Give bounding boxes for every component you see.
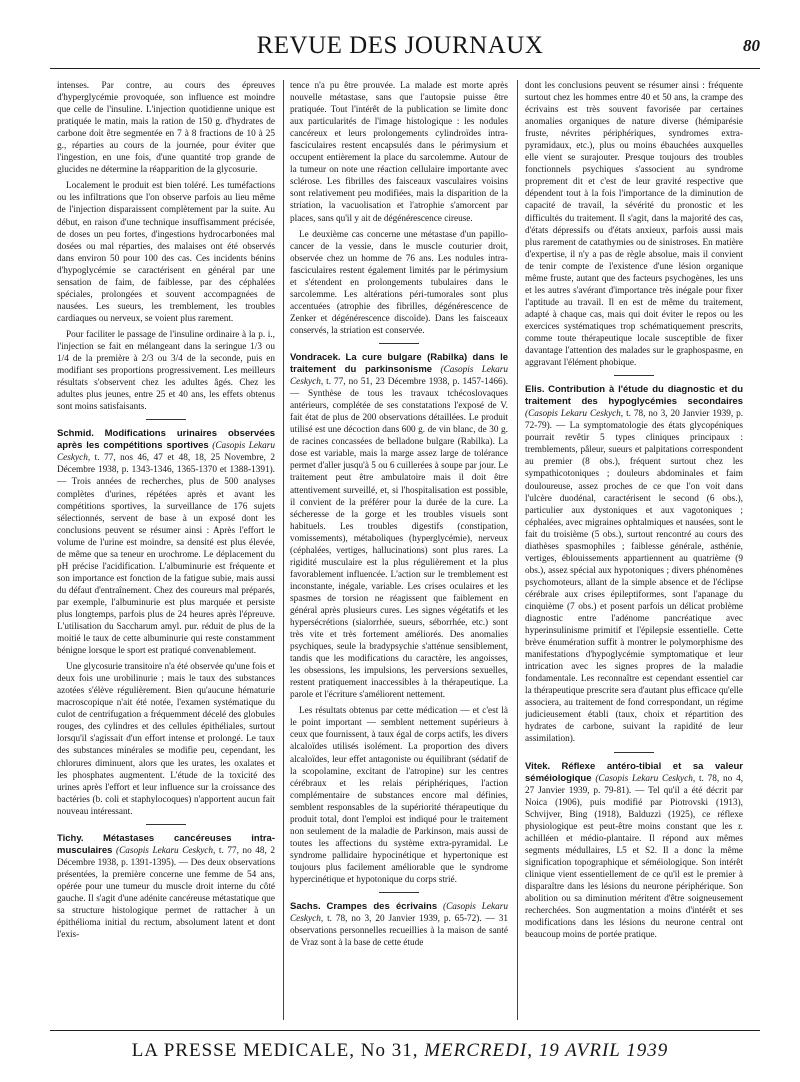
article-title: Modifications urinaires observées après les compétitions sportives	[57, 428, 275, 452]
paragraph: intenses. Par contre, au cours des épreuves d'hyperglycémie provoquée, son influence est moindre que celle de l'insuline. L'injection quotidienne unique est pratiquée le matin, mais la ration de 150 g. d'hydrates de carbone doit être segmentée en 7 à 8 fractions de 10 à 25 g., réparties au cours de la journée, pour éviter que l'ingestion, en une fois, d'une quantité trop grande de glucides ne détermine la réapparition de la glycosurie.	[57, 81, 275, 176]
article-title: Contribution à l'étude du diagnostic et du traitement des hypoglycémies secondaires	[525, 384, 743, 408]
article-reference: t. 77, no 51, 23 Décembre 1938, p. 1457-1466).	[326, 377, 508, 388]
article-vitek	[525, 761, 743, 942]
article-separator	[146, 419, 186, 420]
footer-journal: LA PRESSE MEDICALE,	[131, 1040, 355, 1061]
article-source: (Casopis Lekaru Ceskych,	[525, 409, 624, 420]
article-sachs	[290, 901, 508, 949]
article-text: — 31 observations personnelles recueillies à la maison de santé de Vraz sont à la base de cette étude	[290, 914, 508, 949]
article-reference: t. 78, no 3, 20 Janvier 1939, p. 72-79).	[525, 409, 743, 432]
journal-section-title: REVUE DES JOURNAUX	[256, 32, 544, 59]
article-author: Schmid.	[57, 428, 94, 440]
article-text: — Synthèse de tous les travaux tchécoslovaques antérieurs, complétée de ses constatations l'exposé de V. fait état de plus de 200 observations détaillées. Le produit utilisé est une décoction dans 600 g. de vin blanc, de 30 g. de racines concassées de belladone bulgare (Rabilka). La dose est variable, mais la marge assez large de tolérance permet d'aller jusqu'à 5 ou 6 cuillerées à soupe par jour. Le traitement peut être ambulatoire mais il doit être attentivement surveillé, et, si l'hospitalisation est possible, il convient de la préférer pour la durée de la cure. La sécheresse de la gorge et les troubles visuels sont habituels. Les troubles digestifs (constipation, vomissements), métaboliques (hyperglycémie), nerveux (céphalées, vertiges, hallucinations) sont plus rares. La rigidité musculaire est la plus régulièrement et la plus favorablement influencée. L'action sur le tremblement est inconstante, inégale, variable. Les crises oculaires et les spasmes de torsion ne réagissent que faiblement en général après plusieurs cures. Les signes végétatifs et les hypersécrétions (sialorrhée, sueurs, séborrhée, etc.) sont très vite et très fortement améliorés. Des anomalies psychiques, seule la bradypsychie s'atténue sensiblement, tandis que les modifications du caractère, les angoisses, les obsessions, les impulsions, les perversions sexuelles, restent pratiquement inaccessibles à la thérapeutique. La parole et l'écriture s'améliorent nettement.	[290, 389, 508, 701]
article-author: Sachs.	[290, 901, 321, 913]
article-schmid	[57, 428, 275, 657]
article-author: Elis.	[525, 384, 545, 396]
article-reference: t. 78, no 4, 27 Janvier 1939, p. 79-81).	[525, 773, 743, 796]
article-separator	[146, 824, 186, 825]
header-rule	[50, 68, 760, 69]
paragraph: Localement le produit est bien toléré. Les tuméfactions ou les infiltrations que l'on observe parfois au lieu même de l'injection disparaissent complètement par la suite. Au début, en raison d'une technique insuffisamment précisée, de doses un peu fortes, d'ingestions hydrocarbonées mal dosées ou mal réparties, des malaises ont été observés dans environ 50 pour 100 des cas. Ces incidents bénins d'hypoglycémie se caractérisent en général par une sensation de faim, de faiblesse, par des céphalées spéciales, prolongées et souvent accompagnées de nausées. Les sueurs, les tremblement, les troubles cardiaques ou nerveux, se voient plus rarement.	[57, 181, 275, 324]
footer-rule	[50, 1030, 760, 1031]
article-source: (Casopis Lekaru Ceskych,	[290, 365, 508, 388]
column-1	[57, 80, 275, 1020]
article-separator	[614, 375, 654, 376]
article-tichy	[57, 833, 275, 941]
article-reference: t. 77, nos 46, 47 et 48, 18, 25 Novembre, 2 Décembre 1938, p. 1343-1346, 1365-1370 et 1388-1391).	[57, 453, 275, 476]
paragraph: tence n'a pu être prouvée. La malade est morte après nouvelle métastase, sans que l'autopsie puisse être pratiquée. Tout l'intérêt de la publication se limite donc aux particularités de l'image histologique : les nodules cancéreux et leurs prolongements cylindroïdes intra-fasciculaires restent encapsulés dans le périmysium et occupent entièrement la place du sarcolemme. Autour de la tumeur on note une réaction cellulaire importante avec sclérose. Les fibrilles des faisceaux vasculaires voisins sont relativement peu modifiées, mais la disparition de la striation, la vacuolisation et l'atrophie s'amorcent par places, sans qu'il y ait de dégénérescence cireuse.	[290, 81, 508, 224]
article-elis	[525, 384, 743, 745]
article-source: (Casopis Lekaru Ceskych,	[290, 902, 508, 925]
article-vondracek	[290, 352, 508, 701]
article-title: La cure bulgare (Rabilka) dans le traitement du parkinsonisme	[290, 351, 508, 376]
footer-date: MERCREDI, 19 AVRIL 1939	[424, 1040, 669, 1061]
article-source: (Casopis Lekaru Ceskych,	[595, 773, 696, 784]
article-separator	[614, 752, 654, 753]
column-2	[290, 80, 508, 1020]
article-separator	[379, 343, 419, 344]
article-reference: t. 78, no 3, 20 Janvier 1939, p. 65-72).	[327, 914, 482, 925]
column-3	[525, 80, 743, 1020]
article-source: (Casopis Lekaru Ceskych,	[57, 441, 275, 464]
article-title: Réflexe antéro-tibial et sa valeur séméiologique	[525, 760, 743, 784]
page-footer	[0, 1040, 800, 1062]
article-text: — Trois années de recherches, plus de 500 analyses complètes d'urines, répétées après et avant les compétitions sportives, la surveillance de 176 sujets sélectionnés, servent de base à un exposé dont les conclusions peuvent se résumer ainsi : Après l'effort le volume de l'urine est moindre, sa densité est plus élevée, de même que sa teneur en urochrome. Le déplacement du pH précise l'acidification. L'albuminurie est fréquente et son importance est fonction de la fatigue subie, mais aussi du défaut d'entraînement. Chez des coureurs mal préparés, par exemple, l'albuminurie est plus marquée et persiste plus longtemps, parfois plus de 24 heures après l'épreuve. L'utilisation du Saccharum amyl. pur. réduit de plus de la moitié le taux de cette albuminurie qui reste constamment bénigne lorsque le sport est pratiqué convenablement.	[57, 477, 275, 657]
footer-issue: No 31,	[360, 1040, 419, 1061]
article-author: Vondracek.	[290, 351, 341, 363]
paragraph: Une glycosurie transitoire n'a été observée qu'une fois et deux fois une urobilinurie ; mais le taux des substances azotées s'élève régulièrement. Bien qu'aucune hématurie macroscopique n'ait été notée, l'examen systématique du culot de centrifugation a fréquemment décelé des globules rouges, des cylindres et des cellules épithéliales, surtout lorsqu'il s'agissait d'un effort intense et prolongé. Le taux des substances minérales se modifie peu, cependant, les chlorures diminuent, alors que les urates, les oxalates et les phosphates augmentent. L'étude de la toxicité des urines après l'effort et leur influence sur la croissance des bactéries (b. coli et staphylocoques) n'apportent aucun fait nouveau intéressant.	[57, 662, 275, 817]
article-text: — La symptomatologie des états glycopéniques pourrait revêtir 5 types cliniques principaux : tremblements, pâleur, sueurs et palpitations correspondent au premier (8 obs.), fréquent surtout chez les sympathicotoniques ; douleurs abdominales et faim douloureuse, assez proches de ce que l'on voit dans l'ulcère duodénal, caractérisent le second (6 obs.), particulier aux dystoniques et aux vagotoniques ; céphalées, avec migraines ophtalmiques et nausées, sont le fait du troisième (5 obs.), surtout rencontré au cours des diathèses spasmophiles ; faiblesse générale, asthénie, vertiges, éblouissements appartiennent au quatrième (9 obs.), assez spécial aux hypotoniques ; divers phénomènes psychomoteurs, allant de la simple absence et de l'éclipse cérébrale aux crises épileptiformes, sont l'apanage du cinquième (7 obs.) et posent parfois un délicat problème diagnostic entre l'adénome pancréatique avec hyperinsulinisme primitif et l'épilepsie essentielle. Cette brève énumération suffit à montrer le polymorphisme des manifestations d'hypoglycémie symptomatique et leur intrication avec les signes propres de la maladie fondamentale. Les reconnaître est cependant essentiel car la thérapeutique prescrite sera d'autant plus efficace qu'elle associera, au traitement de fond correspondant, un régime judicieusement établi (taux, choix et répartition des hydrates de carbone, suivant la rapidité de leur assimilation).	[525, 421, 743, 745]
paragraph: Pour faciliter le passage de l'insuline ordinaire à la p. i., l'injection se fait en mélangeant dans la seringue 1/3 ou 1/4 de la première à 2/3 ou 3/4 de la seconde, puis en modifiant ses proportions progressivement. Les meilleurs résultats s'observent chez les adultes âgés. Chez les adultes plus jeunes, entre 25 et 40 ans, les effets obtenus sont moins satisfaisants.	[57, 329, 275, 413]
article-title: Crampes des écrivains	[326, 901, 438, 913]
paragraph: Les résultats obtenus par cette médication — et c'est là le point important — semblent nettement supérieurs à ceux que fournissent, à taux égal de corps actifs, les divers alcaloïdes utilisés isolément. La proportion des divers alcaloïdes, leur effet antagoniste ou équilibrant (sédatif de la scopolamine, excitant de l'atropine) sur les centres cérébraux et les relais périphériques, l'action complémentaire de substances encore mal définies, semblent responsables de la supériorité thérapeutique du produit total, dont l'emploi est indiqué pour le traitement non seulement de la maladie de Parkinson, mais aussi de toutes les affections du système extra-pyramidal. Le syndrome pallidaire hypocinétique et hypertonique est toujours plus facilement améliorable que le syndrome hypercinétique et hypotonique du corps strié.	[290, 706, 508, 885]
column-divider	[283, 80, 284, 1020]
paragraph: Le deuxième cas concerne une métastase d'un papillo-cancer de la vessie, dans le muscle couturier droit, observée chez un homme de 76 ans. Les nodules intra-fasciculaires restent également limités par le périmysium et s'étendent en prolongements tubulaires dans le sarcolemme. Les altérations péri-tumorales sont plus accentuées (atrophie des fibrilles, dégénérescence de Zenker et dégénérescence discoïde). Dans les faisceaux conservés, la striation est conservée.	[290, 229, 508, 336]
article-author: Vitek.	[525, 760, 551, 772]
article-reference: t. 77, no 48, 2 Décembre 1938, p. 1391-1395).	[57, 845, 275, 868]
article-title: Métastases cancéreuses intra-musculaires	[57, 832, 275, 856]
column-divider	[517, 80, 518, 1020]
article-separator	[379, 892, 419, 893]
page-number: 80	[743, 36, 760, 55]
article-source: (Casopis Lekaru Ceskych,	[116, 845, 216, 856]
article-text: — Des deux observations présentées, la première concerne une femme de 54 ans, opérée pour une tumeur du muscle droit interne du côté gauche. Il s'agit d'une adénite cancéreuse métastatique que sa structure histologique permet de rattacher à un épithélioma initial du rectum, absolument latent et dont l'exis-	[57, 857, 275, 941]
article-author: Tichy.	[57, 832, 84, 844]
article-text: — Tel qu'il a été décrit par Noica (1906), puis modifié par Piotrovski (1913), Schvijver, Bing (1918), Balduzzi (1925), ce réflexe physiologique est peut-être moins constant que les r. achilléen et médio-plantaire. Il répond aux mêmes segments médullaires, L5 et S2. Il a donc la même signification topographique et séméiologique. Son intérêt clinique vient essentiellement de ce qu'il est le premier à disparaître dans les lésions du neurone périphérique. Son abolition ou sa diminution méritent d'être soigneusement recherchées. Son augmentation a moins d'intérêt et ses modifications dans les lésions du neurone central ont beaucoup moins de portée pratique.	[525, 785, 743, 941]
paragraph: dont les conclusions peuvent se résumer ainsi : fréquente surtout chez les hommes entre 40 et 50 ans, la crampe des écrivains est très souvent favorisée par certaines anomalies organiques de nature diverse (hémiparésie fruste, névrites périphériques, syndromes extra-pyramidaux, etc.), plus ou moins ébauchées auxquelles elle vient se surajouter. Presque toujours des troubles fonctionnels psychiques s'associent au syndrome proprement dit et c'est de leur gravité respective que dépendent tout à la fois l'importance de la diminution de capacité de travail, la sévérité du pronostic et les difficultés du traitement. Il s'agit, dans la majorité des cas, d'états dépressifs ou d'états anxieux, parfois aussi mais plus rarement de catathymies ou de sinistroses. En matière d'expertise, il n'y a pas de règle absolue, mais il convient de tenir compte de l'existence d'une lésion organique même fruste, autant que des facteurs psychogènes, les uns et les autres s'avérant d'importance très inégale pour fixer l'aptitude au travail. Il en est de même du traitement, adapté à chaque cas, mais qui doit éviter le repos ou les exercices systématiques trop schématiquement prescrits, comme toute thérapeutique locale susceptible de fixer davantage l'attention des malades sur le graphospasme, en aggravant l'élément phobique.	[525, 81, 743, 369]
